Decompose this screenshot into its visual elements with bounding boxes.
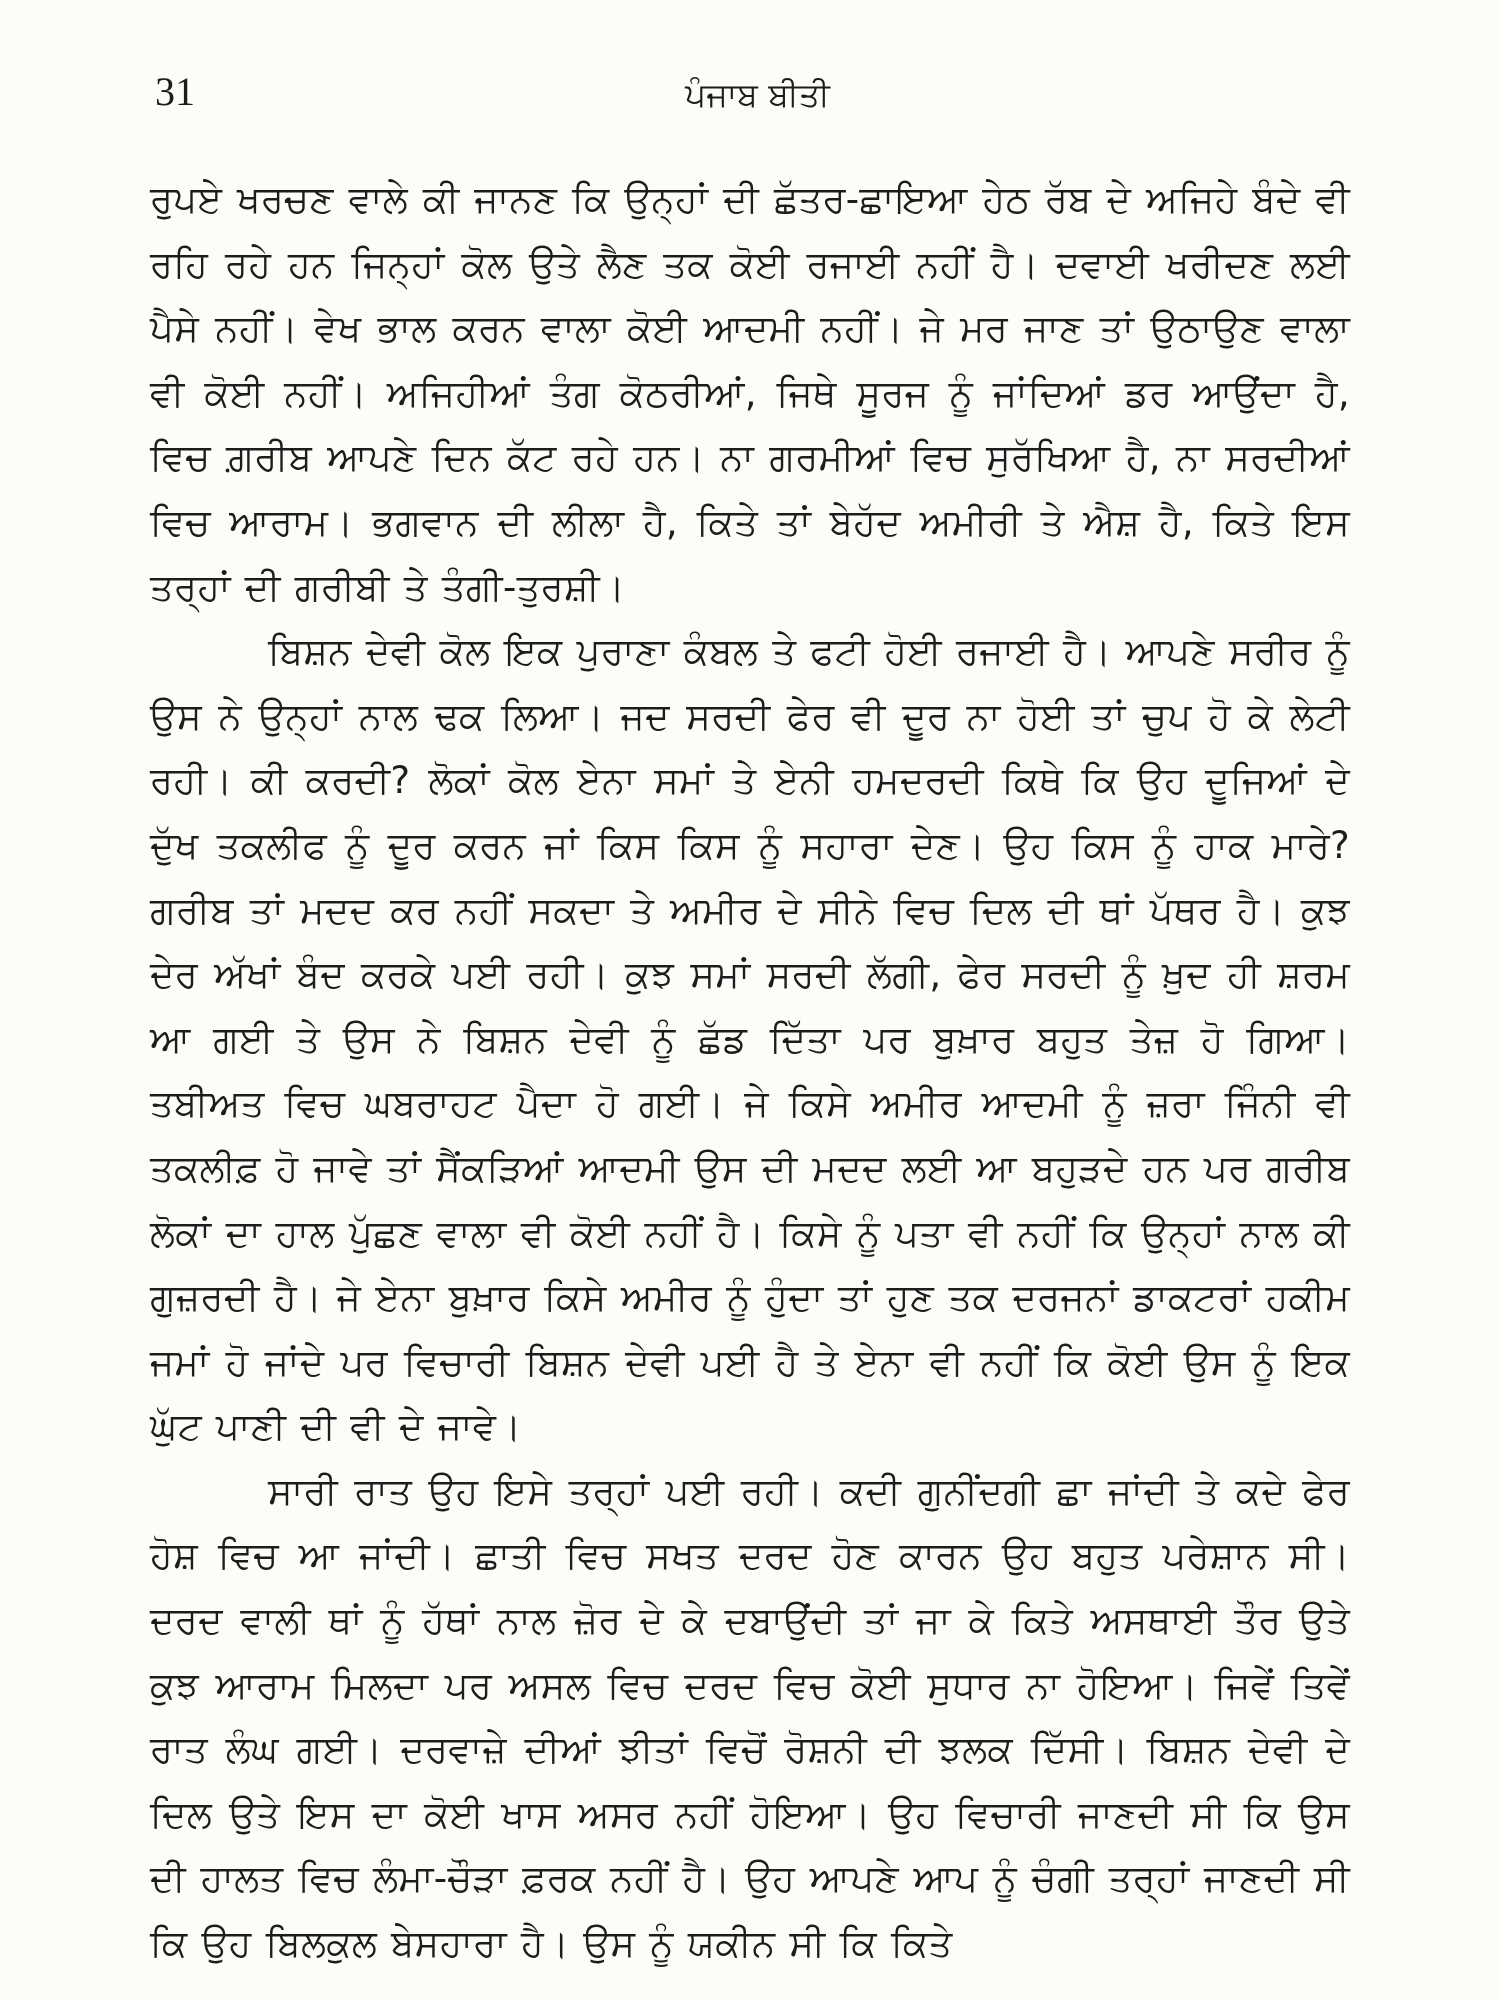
page-number: 31 (155, 69, 195, 114)
running-header: ਪੰਜਾਬ ਬੀਤੀ (685, 75, 830, 114)
paragraph-2: ਬਿਸ਼ਨ ਦੇਵੀ ਕੋਲ ਇਕ ਪੁਰਾਣਾ ਕੰਬਲ ਤੇ ਫਟੀ ਹੋਈ ਰਜਾਈ ਹੈ। ਆਪਣੇ ਸਰੀਰ ਨੂੰ ਉਸ ਨੇ ਉਨ੍ਹਾਂ ਨਾਲ ਢਕ ਲਿਆ। ਜਦ ਸਰਦੀ ਫੇਰ ਵੀ ਦੂਰ ਨਾ ਹੋਈ ਤਾਂ ਚੁਪ ਹੋ ਕੇ ਲੇਟੀ ਰਹੀ। ਕੀ ਕਰਦੀ? ਲੋਕਾਂ ਕੋਲ ਏਨਾ ਸਮਾਂ ਤੇ ਏਨੀ ਹਮਦਰਦੀ ਕਿਥੇ ਕਿ ਉਹ ਦੂਜਿਆਂ ਦੇ ਦੁੱਖ ਤਕਲੀਫ ਨੂੰ ਦੂਰ ਕਰਨ ਜਾਂ ਕਿਸ ਕਿਸ ਨੂੰ ਸਹਾਰਾ ਦੇਣ। ਉਹ ਕਿਸ ਨੂੰ ਹਾਕ ਮਾਰੇ? ਗਰੀਬ ਤਾਂ ਮਦਦ ਕਰ ਨਹੀਂ ਸਕਦਾ ਤੇ ਅਮੀਰ ਦੇ ਸੀਨੇ ਵਿਚ ਦਿਲ ਦੀ ਥਾਂ ਪੱਥਰ ਹੈ। ਕੁਝ ਦੇਰ ਅੱਖਾਂ ਬੰਦ ਕਰਕੇ ਪਈ ਰਹੀ। ਕੁਝ ਸਮਾਂ ਸਰਦੀ ਲੱਗੀ, ਫੇਰ ਸਰਦੀ ਨੂੰ ਖ਼ੁਦ ਹੀ ਸ਼ਰਮ ਆ ਗਈ ਤੇ ਉਸ ਨੇ ਬਿਸ਼ਨ ਦੇਵੀ ਨੂੰ ਛੱਡ ਦਿੱਤਾ ਪਰ ਬੁਖ਼ਾਰ ਬਹੁਤ ਤੇਜ਼ ਹੋ ਗਿਆ। ਤਬੀਅਤ ਵਿਚ ਘਬਰਾਹਟ ਪੈਦਾ ਹੋ ਗਈ। ਜੇ ਕਿਸੇ ਅਮੀਰ ਆਦਮੀ ਨੂੰ ਜ਼ਰਾ ਜਿੰਨੀ ਵੀ ਤਕਲੀਫ਼ ਹੋ ਜਾਵੇ ਤਾਂ ਸੈਂਕੜਿਆਂ ਆਦਮੀ ਉਸ ਦੀ ਮਦਦ ਲਈ ਆ ਬਹੁੜਦੇ ਹਨ ਪਰ ਗਰੀਬ ਲੋਕਾਂ ਦਾ ਹਾਲ ਪੁੱਛਣ ਵਾਲਾ ਵੀ ਕੋਈ ਨਹੀਂ ਹੈ। ਕਿਸੇ ਨੂੰ ਪਤਾ ਵੀ ਨਹੀਂ ਕਿ ਉਨ੍ਹਾਂ ਨਾਲ ਕੀ ਗੁਜ਼ਰਦੀ ਹੈ। ਜੇ ਏਨਾ ਬੁਖ਼ਾਰ ਕਿਸੇ ਅਮੀਰ ਨੂੰ ਹੁੰਦਾ ਤਾਂ ਹੁਣ ਤਕ ਦਰਜਨਾਂ ਡਾਕਟਰਾਂ ਹਕੀਮ ਜਮਾਂ ਹੋ ਜਾਂਦੇ ਪਰ ਵਿਚਾਰੀ ਬਿਸ਼ਨ ਦੇਵੀ ਪਈ ਹੈ ਤੇ ਏਨਾ ਵੀ ਨਹੀਂ ਕਿ ਕੋਈ ਉਸ ਨੂੰ ਇਕ ਘੁੱਟ ਪਾਣੀ ਦੀ ਵੀ ਦੇ ਜਾਵੇ। (150, 630, 1350, 1449)
paragraph-3: ਸਾਰੀ ਰਾਤ ਉਹ ਇਸੇ ਤਰ੍ਹਾਂ ਪਈ ਰਹੀ। ਕਦੀ ਗੁਨੀਂਦਗੀ ਛਾ ਜਾਂਦੀ ਤੇ ਕਦੇ ਫੇਰ ਹੋਸ਼ ਵਿਚ ਆ ਜਾਂਦੀ। ਛਾਤੀ ਵਿਚ ਸਖਤ ਦਰਦ ਹੋਣ ਕਾਰਨ ਉਹ ਬਹੁਤ ਪਰੇਸ਼ਾਨ ਸੀ। ਦਰਦ ਵਾਲੀ ਥਾਂ ਨੂੰ ਹੱਥਾਂ ਨਾਲ ਜ਼ੋਰ ਦੇ ਕੇ ਦਬਾਉਂਦੀ ਤਾਂ ਜਾ ਕੇ ਕਿਤੇ ਅਸਥਾਈ ਤੌਰ ਉਤੇ ਕੁਝ ਆਰਾਮ ਮਿਲਦਾ ਪਰ ਅਸਲ ਵਿਚ ਦਰਦ ਵਿਚ ਕੋਈ ਸੁਧਾਰ ਨਾ ਹੋਇਆ। ਜਿਵੇਂ ਤਿਵੇਂ ਰਾਤ ਲੰਘ ਗਈ। ਦਰਵਾਜ਼ੇ ਦੀਆਂ ਝੀਤਾਂ ਵਿਚੋਂ ਰੋਸ਼ਨੀ ਦੀ ਝਲਕ ਦਿੱਸੀ। ਬਿਸ਼ਨ ਦੇਵੀ ਦੇ ਦਿਲ ਉਤੇ ਇਸ ਦਾ ਕੋਈ ਖਾਸ ਅਸਰ ਨਹੀਂ ਹੋਇਆ। ਉਹ ਵਿਚਾਰੀ ਜਾਣਦੀ ਸੀ ਕਿ ਉਸ ਦੀ ਹਾਲਤ ਵਿਚ ਲੰਮਾ-ਚੌੜਾ ਫ਼ਰਕ ਨਹੀਂ ਹੈ। ਉਹ ਆਪਣੇ ਆਪ ਨੂੰ ਚੰਗੀ ਤਰ੍ਹਾਂ ਜਾਣਦੀ ਸੀ ਕਿ ਉਹ ਬਿਲਕੁਲ ਬੇਸਹਾਰਾ ਹੈ। ਉਸ ਨੂੰ ਯਕੀਨ ਸੀ ਕਿ ਕਿਤੇ (150, 1469, 1350, 1966)
body-text (150, 168, 1350, 1977)
paragraph-1: ਰੁਪਏ ਖਰਚਣ ਵਾਲੇ ਕੀ ਜਾਨਣ ਕਿ ਉਨ੍ਹਾਂ ਦੀ ਛੱਤਰ-ਛਾਇਆ ਹੇਠ ਰੱਬ ਦੇ ਅਜਿਹੇ ਬੰਦੇ ਵੀ ਰਹਿ ਰਹੇ ਹਨ ਜਿਨ੍ਹਾਂ ਕੋਲ ਉਤੇ ਲੈਣ ਤਕ ਕੋਈ ਰਜਾਈ ਨਹੀਂ ਹੈ। ਦਵਾਈ ਖਰੀਦਣ ਲਈ ਪੈਸੇ ਨਹੀਂ। ਵੇਖ ਭਾਲ ਕਰਨ ਵਾਲਾ ਕੋਈ ਆਦਮੀ ਨਹੀਂ। ਜੇ ਮਰ ਜਾਣ ਤਾਂ ਉਠਾਉਣ ਵਾਲਾ ਵੀ ਕੋਈ ਨਹੀਂ। ਅਜਿਹੀਆਂ ਤੰਗ ਕੋਠਰੀਆਂ, ਜਿਥੇ ਸੂਰਜ ਨੂੰ ਜਾਂਦਿਆਂ ਡਰ ਆਉਂਦਾ ਹੈ, ਵਿਚ ਗ਼ਰੀਬ ਆਪਣੇ ਦਿਨ ਕੱਟ ਰਹੇ ਹਨ। ਨਾ ਗਰਮੀਆਂ ਵਿਚ ਸੁਰੱਖਿਆ ਹੈ, ਨਾ ਸਰਦੀਆਂ ਵਿਚ ਆਰਾਮ। ਭਗਵਾਨ ਦੀ ਲੀਲਾ ਹੈ, ਕਿਤੇ ਤਾਂ ਬੇਹੱਦ ਅਮੀਰੀ ਤੇ ਐਸ਼ ਹੈ, ਕਿਤੇ ਇਸ ਤਰ੍ਹਾਂ ਦੀ ਗਰੀਬੀ ਤੇ ਤੰਗੀ-ਤੁਰਸ਼ੀ। (150, 178, 1350, 609)
